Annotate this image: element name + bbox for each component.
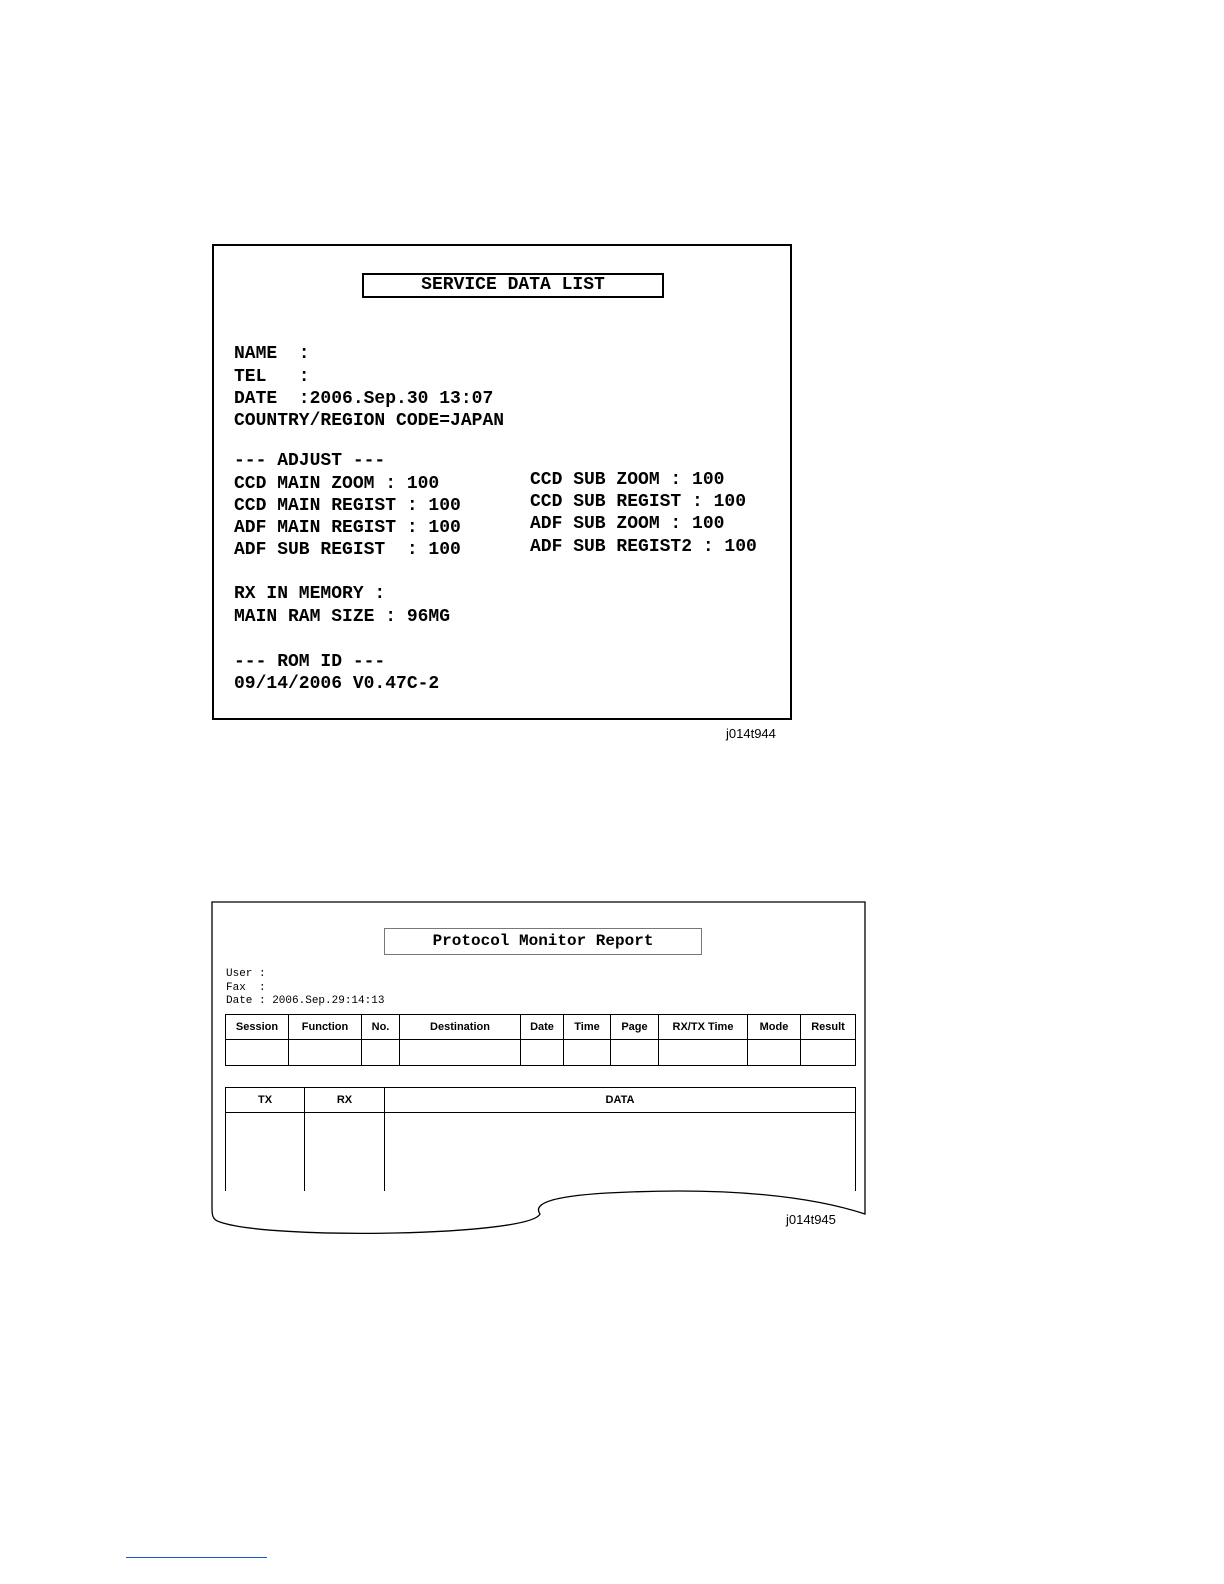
column-header: RX — [305, 1088, 385, 1113]
date-line: Date : 2006.Sep.29:14:13 — [226, 995, 385, 1007]
table-cell — [611, 1040, 659, 1066]
table-cell — [226, 1040, 289, 1066]
protocol-monitor-title: Protocol Monitor Report — [384, 928, 702, 955]
column-header: Mode — [748, 1015, 801, 1040]
column-header: Session — [226, 1015, 289, 1040]
name-line: NAME : — [234, 344, 310, 364]
adjust-right-item: ADF SUB ZOOM : 100 — [530, 514, 725, 534]
adjust-header: --- ADJUST --- — [234, 451, 386, 471]
column-header: Page — [611, 1015, 659, 1040]
ram-line: MAIN RAM SIZE : 96MG — [234, 607, 451, 627]
user-line: User : — [226, 968, 266, 980]
adjust-right-item: CCD SUB REGIST : 100 — [530, 492, 747, 512]
table-row — [226, 1040, 856, 1066]
service-data-list-figure — [212, 244, 792, 720]
column-header: Date — [521, 1015, 564, 1040]
adjust-right-item: CCD SUB ZOOM : 100 — [530, 470, 725, 490]
column-header: TX — [226, 1088, 305, 1113]
table-cell — [748, 1040, 801, 1066]
data-table — [225, 1087, 856, 1191]
adjust-left-item: ADF MAIN REGIST : 100 — [234, 518, 461, 538]
table-cell — [801, 1040, 856, 1066]
column-header: Destination — [400, 1015, 521, 1040]
rom-header: --- ROM ID --- — [234, 652, 386, 672]
column-header: Result — [801, 1015, 856, 1040]
table-cell — [659, 1040, 748, 1066]
table-cell — [400, 1040, 521, 1066]
rom-value: 09/14/2006 V0.47C-2 — [234, 674, 440, 694]
fax-line: Fax : — [226, 982, 266, 994]
table-row — [226, 1113, 856, 1192]
tel-line: TEL : — [234, 367, 310, 387]
column-header: Function — [289, 1015, 362, 1040]
footer-link-underline[interactable] — [126, 1557, 267, 1558]
table-cell — [305, 1113, 385, 1192]
column-header: Time — [564, 1015, 611, 1040]
adjust-left-item: CCD MAIN ZOOM : 100 — [234, 474, 440, 494]
table-cell — [362, 1040, 400, 1066]
table-cell — [226, 1113, 305, 1192]
figure-id-2: j014t945 — [786, 1212, 836, 1227]
table-cell — [289, 1040, 362, 1066]
service-data-list-title: SERVICE DATA LIST — [362, 273, 664, 298]
adjust-left-item: CCD MAIN REGIST : 100 — [234, 496, 461, 516]
adjust-left-item: ADF SUB REGIST : 100 — [234, 540, 461, 560]
protocol-monitor-report-figure — [210, 900, 870, 1240]
table-cell — [521, 1040, 564, 1066]
adjust-right-item: ADF SUB REGIST2 : 100 — [530, 537, 757, 557]
table-cell — [385, 1113, 856, 1192]
column-header: RX/TX Time — [659, 1015, 748, 1040]
country-line: COUNTRY/REGION CODE=JAPAN — [234, 411, 505, 431]
session-table — [225, 1014, 856, 1066]
date-line: DATE :2006.Sep.30 13:07 — [234, 389, 494, 409]
figure-id-1: j014t944 — [726, 726, 776, 741]
rx-memory-line: RX IN MEMORY : — [234, 584, 386, 604]
column-header: DATA — [385, 1088, 856, 1113]
table-cell — [564, 1040, 611, 1066]
column-header: No. — [362, 1015, 400, 1040]
